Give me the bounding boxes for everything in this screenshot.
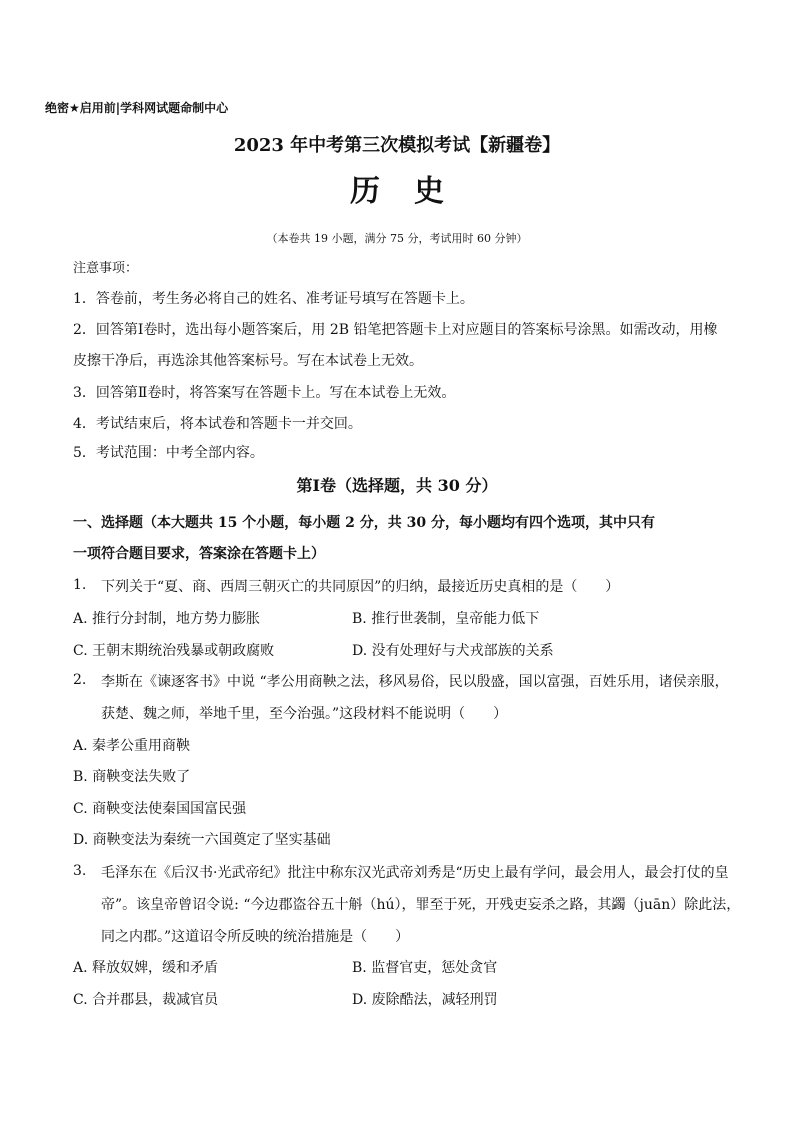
option-d: D. 商鞅变法为秦统一六国奠定了坚实基础 [73,832,331,848]
option-c: C. 王朝末期统治残暴或朝政腐败 [73,643,275,659]
option-c: C. 合并郡县，裁减官员 [73,992,219,1008]
subject-title: 历史 [350,174,478,209]
notice-heading: 注意事项： [73,261,139,276]
exam-title: 2023 年中考第三次模拟考试【新疆卷】 [233,135,561,156]
question-number: 3. [73,863,87,879]
option-a: A. 释放奴婢，缓和矛盾 [73,960,219,976]
option-d: D. 废除酷法，减轻刑罚 [352,992,498,1008]
notice-item: 2．回答第Ⅰ卷时，选出每小题答案后，用 2B 铅笔把答题卡上对应题目的答案标号涂黑。如需改动，用橡 [73,322,718,338]
question-text: 获楚、魏之师，举地千里，至今治强。”这段材料不能说明（ ） [101,706,508,722]
exam-note: （本卷共 19 小题，满分 75 分，考试用时 60 分钟） [266,232,528,245]
part-one-instructions: 一、选择题（本大题共 15 个小题，每小题 2 分，共 30 分，每小题均有四个选项，其中只有 [73,515,655,531]
question-text: 同之内郡。”这道诏令所反映的统治措施是（ ） [101,929,410,945]
question-text: 帝”。该皇帝曾诏令说: “今边郡盗谷五十斛（hú），罪至于死，开残吏妄杀之路，其蠲（juān）除此法， [101,897,741,913]
notice-item: 皮擦干净后，再选涂其他答案标号。写在本试卷上无效。 [73,353,423,369]
question-text: 李斯在《谏逐客书》中说 “孝公用商鞅之法，移风易俗，民以殷盛，国以富强，百姓乐用，诸侯亲服， [101,674,729,690]
option-c: C. 商鞅变法使秦国国富民强 [73,801,247,817]
option-a: A. 秦孝公重用商鞅 [73,738,191,754]
option-b: B. 推行世袭制，皇帝能力低下 [352,611,540,627]
part-one-instructions: 一项符合题目要求，答案涂在答题卡上） [73,546,325,562]
notice-item: 4．考试结束后，将本试卷和答题卡一并交回。 [73,416,362,432]
question-text: 下列关于“夏、商、西周三朝灭亡的共同原因”的归纳，最接近历史真相的是（ ） [101,579,620,595]
question-number: 2. [73,672,87,688]
notice-item: 3．回答第Ⅱ卷时，将答案写在答题卡上。写在本试卷上无效。 [73,385,456,401]
question-number: 1. [73,577,87,593]
option-a: A. 推行分封制，地方势力膨胀 [73,611,261,627]
option-d: D. 没有处理好与犬戎部族的关系 [352,643,554,659]
notice-item: 5．考试范围：中考全部内容。 [73,445,264,461]
question-text: 毛泽东在《后汉书·光武帝纪》批注中称东汉光武帝刘秀是“历史上最有学问，最会用人，最会打仗的皇 [101,865,729,881]
confidential-header: 绝密★启用前|学科网试题命制中心 [45,101,229,115]
option-b: B. 监督官吏，惩处贪官 [352,960,498,976]
section-title: 第Ⅰ卷（选择题，共 30 分） [296,476,498,495]
option-b: B. 商鞅变法失败了 [73,769,191,785]
notice-item: 1．答卷前，考生务必将自己的姓名、准考证号填写在答题卡上。 [73,291,474,307]
